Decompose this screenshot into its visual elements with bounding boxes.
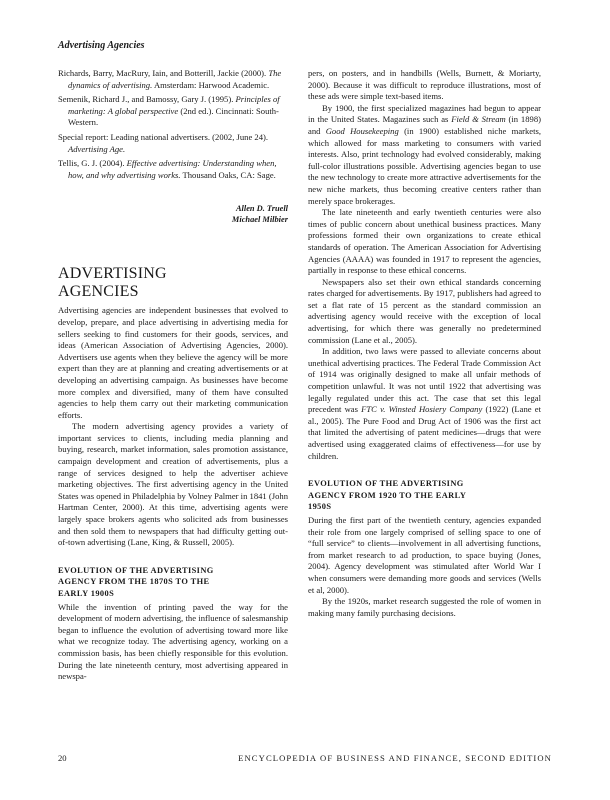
- author-name: Allen D. Truell: [235, 204, 288, 214]
- section-heading: EVOLUTION OF THE ADVERTISING AGENCY FROM THE 1870S TO THE EARLY 1900S: [58, 565, 214, 598]
- author-name: Michael Milbier: [231, 215, 288, 225]
- author-credits: [58, 203, 288, 225]
- reference-item: Semenik, Richard J., and Bamossy, Gary J. (1995). Principles of marketing: A global perspective (2nd ed.). Cincinnati: South-Western.: [58, 94, 280, 128]
- section-heading: EVOLUTION OF THE ADVERTISING AGENCY FROM 1920 TO THE EARLY 1950S: [308, 479, 467, 512]
- paragraph: pers, on posters, and in handbills (Wells, Burnett, & Moriarty, 2000). Because it was difficult to reproduce illustrations, most of these ads were simple text-based items.: [308, 68, 541, 102]
- paragraph: The modern advertising agency provides a variety of important services to clients, including media planning and buying, research, market information, sales promotion assistance, campaign development and creation of advertisements, plus a range of services designed to help the advertiser achieve marketing objectives. The first advertising agency in the United States was opened in Philadelphia by Volney Palmer in 1841 (John Hartman Center, 2000). At this time, advertising agents were largely space brokers agents who solicited ads from businesses and then sold them to newspapers that had difficulty getting out-of-town advertising (Lane, King, & Russell, 2005).: [58, 421, 288, 548]
- reference-item: Richards, Barry, MacRury, Iain, and Botterill, Jackie (2000). The dynamics of advertising. Amsterdam: Harwood Academic.: [58, 68, 282, 90]
- paragraph: The late nineteenth and early twentieth centuries were also times of public concern about unethical business practices. Many professions formed their own organizations to create ethical standards of operation. The American Association for Advertising Agencies (AAAA) was founded in 1917 to represent the agencies, partially in response to these ethical concerns.: [308, 207, 541, 276]
- reference-item: Special report: Leading national advertisers. (2002, June 24). Advertising Age.: [58, 131, 269, 154]
- reference-item: Tellis, G. J. (2004). Effective advertising: Understanding when, how, and why advertising works. Thousand Oaks, CA: Sage.: [58, 158, 277, 180]
- paragraph: By the 1920s, market research suggested the role of women in making many family purchasing decisions.: [308, 596, 541, 618]
- running-head: Advertising Agencies: [58, 40, 145, 51]
- page-number: 20: [58, 753, 67, 763]
- paragraph: In addition, two laws were passed to alleviate concerns about unethical advertising practices. The Federal Trade Commission Act of 1914 was originally designed to make all unfair methods of competition unlawful. It was not until 1922 that advertising was legally regulated under this act. The case that set this legal precedent was FTC v. Winsted Hosiery Company (1922) (Lane et al., 2005). The Pure Food and Drug Act of 1906 was the first act that limited the advertising of patent medicines—drugs that were advertised using exaggerated claims of effectiveness—for use by children.: [308, 346, 541, 461]
- article-title: ADVERTISING AGENCIES: [58, 265, 167, 301]
- reference-list: [58, 68, 288, 181]
- left-column: [58, 68, 288, 683]
- book-title: ENCYCLOPEDIA OF BUSINESS AND FINANCE, SECOND EDITION: [238, 753, 552, 763]
- paragraph: Newspapers also set their own ethical standards concerning rates charged for advertisements. By 1917, publishers had agreed to set a flat rate of 15 percent as the standard commission an advertising agency would receive with the exception of local advertising, for which there was generally no predetermined commission (Lane et al., 2005).: [308, 276, 541, 345]
- paragraph: By 1900, the first specialized magazines had begun to appear in the United States. Magazines such as Field & Stream (in 1898) and Good Housekeeping (in 1900) established niche markets, which allowed for mass marketing to consumers with varied interests. Also, print technology had evolved considerably, making full-color illustrations possible. Advertising agencies began to use the new technology to create more attractive advertisements for the new niche markets, thus becoming creative centers rather than merely space brokerages.: [308, 102, 541, 206]
- paragraph: During the first part of the twentieth century, agencies expanded their role from one largely comprised of selling space to one of “full service” to clients—involvement in all advertising functions, from market research to ad production, to space buying (Jones, 2004). Agency development was stimulated after World War I when consumers were demanding more goods and services (Wells et al, 2000).: [308, 514, 541, 595]
- right-column: [308, 68, 541, 619]
- paragraph: Advertising agencies are independent businesses that evolved to develop, prepare, and place advertising in advertising media for sellers seeking to find customers for their goods, services, and ideas (American Association of Advertising Agencies, 2000). Advertisers use agents when they believe the agency will be more expert than they are at planning and creating advertisements or at developing an advertising campaign. As businesses have become more complex and diversified, many of them have consulted agencies to help them carry out their marketing communication efforts.: [58, 305, 288, 420]
- paragraph: While the invention of printing paved the way for the development of modern advertising, the influence of salesmanship began to influence the evolution of advertising toward more like what we recognize today. The advertising agency, working on a commission basis, has been chiefly responsible for this evolution. During the late nineteenth century, most advertising appeared in newspa-: [58, 601, 288, 682]
